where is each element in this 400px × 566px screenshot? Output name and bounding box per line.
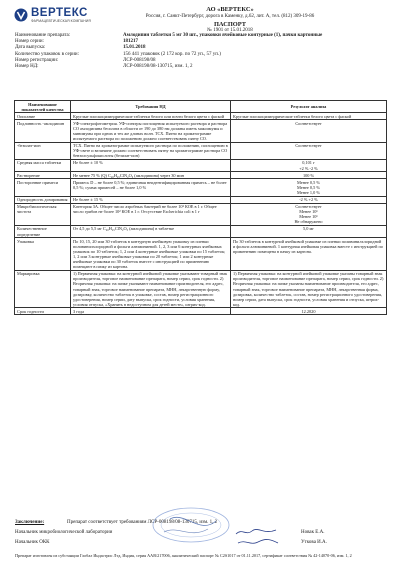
lab-head-label: Начальник микробиологической лаборатории xyxy=(15,530,113,535)
result-cell: 1) Первичная упаковка: на контурной ячейковой упаковке указаны товарный знак производителя, торговое наименование препарата, номер серии, срок годности. 2) Вторичная упаковка: на пачке указаны наименование производителя, его адрес, товарный знак, торговое наименование препарата, МНН, лекарственная форма, дозировка, количество таблеток, состав, номер регистрационного удостоверения, номер серии, дата выпуска, срок годности, условия хранения и отпуска, штрих-код. xyxy=(231,270,387,308)
indicator-cell: Упаковка xyxy=(15,238,71,271)
okk-head-label: Начальник ОКК xyxy=(15,540,50,545)
header-indicator: Наименование показателей качества xyxy=(15,101,71,113)
requirement-cell: Не более ± 10 % xyxy=(71,159,231,171)
logo-name: ВЕРТЕКС xyxy=(31,7,88,19)
requirement-cell: От 4,5 до 5,5 мг C₂₀H₂₅ClN₂O₅ (амлодипина) в таблетке xyxy=(71,225,231,237)
indicator-cell: Средняя масса таблетки xyxy=(15,159,71,171)
substance-note: Препарат изготовлен из субстанции Глобал Индастрис Лтд, Индия, серия AAB/217006, аналитический паспорт № C2S1017 от 01.11.2017, сертификат соответствия № 42-14070-06, изм. 1, 2 xyxy=(15,553,352,558)
result-cell: 12.2020 xyxy=(231,308,387,315)
indicator-cell: Маркировка xyxy=(15,270,71,308)
product-info xyxy=(15,33,385,70)
info-value: 156 441 упаковок (2 172 кор. по 72 уп., 57 уп.) xyxy=(123,51,221,57)
quality-table xyxy=(14,100,387,315)
result-cell: 0,101 г +2 % -2 % xyxy=(231,159,387,171)
requirement-cell: 1) Первичная упаковка: на контурной ячейковой упаковке указывают товарный знак производителя, торговое наименование препарата, номер серии, срок годности. 2) Вторичная упаковка: на пачке указывают наименование производителя, его адрес, товарный знак, торговое наименование препарата, МНН, лекарственную форму, дозировку, количество таблеток в упаковке, состав, номер регистрационного удостоверения, номер серии, дату выпуска, срок годности, условия хранения, условия отпуска, «Хранить в недоступном для детей месте», штрих-код. xyxy=(71,270,231,308)
result-cell: -2 % +2 % xyxy=(231,196,387,203)
info-label: Номер регистрации: xyxy=(15,57,59,63)
info-row xyxy=(15,64,385,70)
indicator-cell: Микробиологическая чистота xyxy=(15,203,71,225)
requirement-cell: По 10, 15, 20 или 30 таблеток в контурную ячейковую упаковку из пленки поливинилхлоридной и фольги алюминиевой. 1, 2, 3 или 6 контурных ячейковых упаковок по 10 таблеток; 1, 2 или 4 контурные ячейковые упаковки по 15 таблеток; 1, 2 или 3 контурные ячейковые упаковки по 20 таблеток; 1 или 2 контурные ячейковые упаковки по 30 таблеток вместе с инструкцией по применению помещают в пачку из картона. xyxy=(71,238,231,271)
table-row xyxy=(15,238,387,271)
company-stamp-icon xyxy=(150,505,232,545)
indicator-cell: -безилат-ион xyxy=(15,142,71,159)
table-row xyxy=(15,113,387,120)
table-row xyxy=(15,225,387,237)
info-value: 181217 xyxy=(123,39,138,45)
document-number: № 1901 от 15.01.2018 xyxy=(207,28,253,33)
info-label: Дата выпуска: xyxy=(15,45,46,51)
header-result: Результат анализа xyxy=(231,101,387,113)
requirement-cell: 3 года xyxy=(71,308,231,315)
table-row xyxy=(15,203,387,225)
company-name: АО «ВЕРТЕКС» xyxy=(206,6,254,13)
indicator-cell: Срок годности xyxy=(15,308,71,315)
requirement-cell: Не более ± 15 % xyxy=(71,196,231,203)
requirement-cell: УФ-спектрофотометрия. УФ-спектры поглощения испытуемого раствора и раствора СО амлодипина бесилата в области от 190 до 380 нм должны иметь максимумы и минимумы при одних и тех же длинах волн. ТСХ. Пятно на хроматограмме испытуемого раствора по положению должно соответствовать пятну СО. xyxy=(71,120,231,142)
table-row xyxy=(15,179,387,196)
table-row xyxy=(15,196,387,203)
result-cell: 100 % xyxy=(231,172,387,179)
indicator-cell: Однородность дозирования xyxy=(15,196,71,203)
result-cell: 5,0 мг xyxy=(231,225,387,237)
company-address: Россия, г. Санкт-Петербург, дорога в Каменку, д.62, лит. А, тел. (812) 309-19-86 xyxy=(145,14,315,19)
indicator-cell: Посторонние примеси xyxy=(15,179,71,196)
result-cell: Круглые плоскоцилиндрические таблетки белого цвета с фаской xyxy=(231,113,387,120)
indicator-cell: Количественное определение xyxy=(15,225,71,237)
table-row xyxy=(15,308,387,315)
info-value: ЛСР-008198/08 xyxy=(123,57,156,63)
table-header-row xyxy=(15,101,387,113)
result-cell: Соответствует Менее 10¹ Менее 10¹ Не обнаружено xyxy=(231,203,387,225)
logo-tagline: ФАРМАЦЕВТИЧЕСКАЯ КОМПАНИЯ xyxy=(31,19,91,23)
vertex-logo-icon xyxy=(14,8,28,22)
conclusion-text: Препарат соответствует требованиям ЛСР-008198/08-130715, изм. 1, 2 xyxy=(67,520,218,525)
document-title: ПАСПОРТ xyxy=(213,21,247,28)
indicator-cell: Растворение xyxy=(15,172,71,179)
table-row xyxy=(15,142,387,159)
requirement-cell: Не менее 75 % (Q) C₂₀H₂₅ClN₂O₅ (амлодипина) через 30 мин xyxy=(71,172,231,179)
signature-okk-icon xyxy=(236,537,280,547)
indicator-cell: Описание xyxy=(15,113,71,120)
table-row xyxy=(15,159,387,171)
header-requirement: Требования НД xyxy=(71,101,231,113)
signature-lab-icon xyxy=(234,527,278,537)
requirement-cell: Примесь D – не более 0,5 %; единичная неидентифицированная примесь – не более 0,5 %; сумма примесей – не более 1,0 % xyxy=(71,179,231,196)
indicator-cell: Подлинность -амлодипин xyxy=(15,120,71,142)
requirement-cell: Круглые плоскоцилиндрические таблетки белого или почти белого цвета с фаской xyxy=(71,113,231,120)
result-cell: Менее 0,5 % Менее 0,5 % Менее 1,0 % xyxy=(231,179,387,196)
info-label: Количество упаковок в серии: xyxy=(15,51,79,57)
info-label: Наименование препарата: xyxy=(15,33,71,38)
conclusion-label: Заключение: xyxy=(15,520,45,525)
info-value: Амлодипин таблетки 5 мг 30 шт., упаковки ячейковые контурные (1), пачки картонные xyxy=(123,33,323,38)
info-label: Номер НД: xyxy=(15,64,39,70)
info-value: ЛСР-008198/08-130715, изм. 1, 2 xyxy=(123,64,193,70)
result-cell: Соответствует xyxy=(231,120,387,142)
info-label: Номер серии: xyxy=(15,39,44,45)
result-cell: По 30 таблеток в контурной ячейковой упаковке из пленки поливинилхлоридной и фольги алюминиевой. 1 контурная ячейковая упаковка вместе с инструкцией по применению помещена в пачку из картона. xyxy=(231,238,387,271)
table-row xyxy=(15,172,387,179)
table-row xyxy=(15,270,387,308)
requirement-cell: ТСХ. Пятно на хроматограмме испытуемого раствора по положению, поглощению в УФ-свете и величине должно соответствовать пятну на хроматограмме раствора СО бензолсульфокислоты (безилат-ион) xyxy=(71,142,231,159)
table-row xyxy=(15,120,387,142)
info-value: 15.01.2018 xyxy=(123,45,146,51)
result-cell: Соответствует xyxy=(231,142,387,159)
requirement-cell: Категория 3А. Общее число аэробных бактерий не более 10³ КОЕ в 1 г. Общее число грибов не более 10² КОЕ в 1 г. Отсутствие Escherichia coli в 1 г xyxy=(71,203,231,225)
okk-head-name: Уткова И.А. xyxy=(301,540,327,545)
lab-head-name: Новак Е.А. xyxy=(301,530,325,535)
